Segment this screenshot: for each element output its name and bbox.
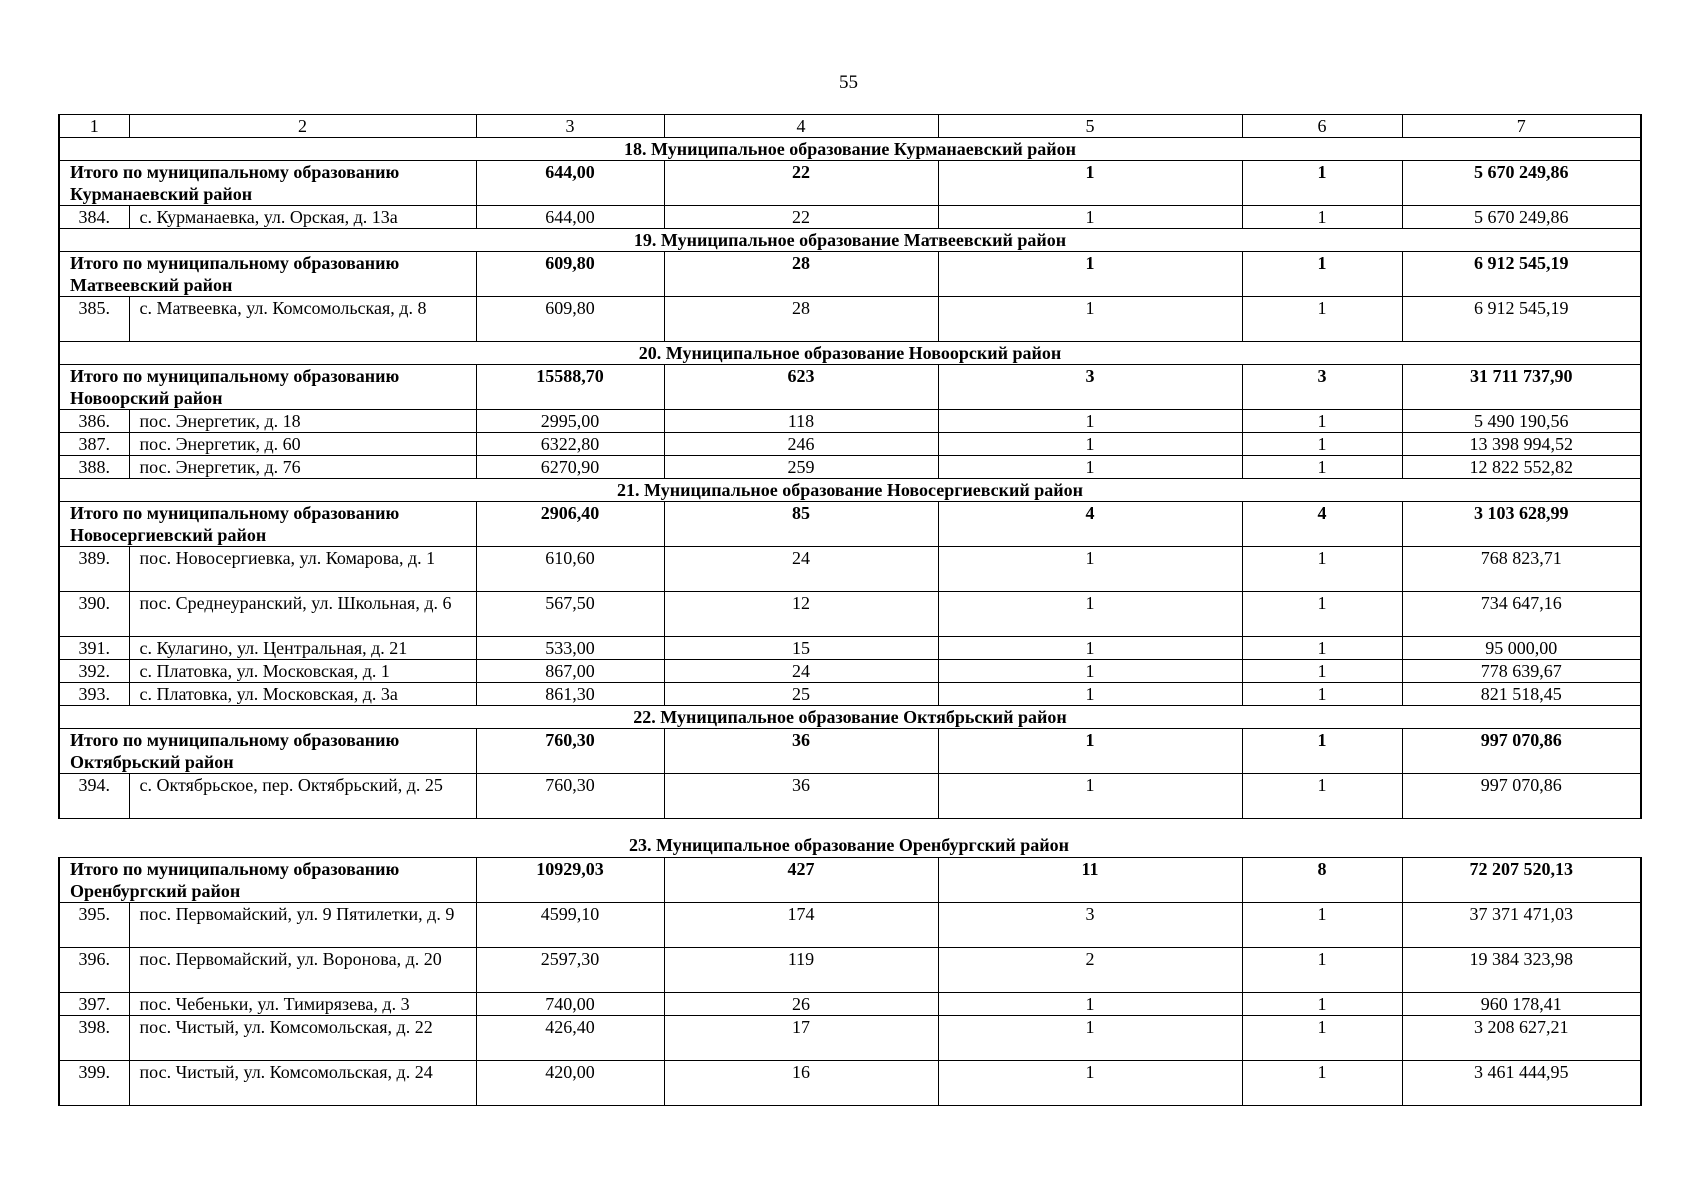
row-number: 391. — [59, 637, 129, 660]
row-c7: 5 670 249,86 — [1402, 206, 1641, 229]
row-c3: 4599,10 — [476, 903, 664, 948]
row-c4: 119 — [664, 948, 938, 993]
table-row — [59, 683, 1641, 706]
row-c5: 1 — [938, 433, 1242, 456]
row-c4: 24 — [664, 660, 938, 683]
row-address: пос. Чистый, ул. Комсомольская, д. 24 — [129, 1061, 476, 1106]
table-row — [59, 206, 1641, 229]
row-c7: 19 384 323,98 — [1402, 948, 1641, 993]
row-c3: 6322,80 — [476, 433, 664, 456]
row-c3: 609,80 — [476, 297, 664, 342]
row-c3: 610,60 — [476, 547, 664, 592]
row-c5: 3 — [938, 903, 1242, 948]
row-c6: 1 — [1242, 683, 1402, 706]
row-c7: 5 490 190,56 — [1402, 410, 1641, 433]
row-c5: 1 — [938, 660, 1242, 683]
total-c5: 3 — [938, 365, 1242, 410]
row-c5: 1 — [938, 297, 1242, 342]
column-header: 2 — [129, 115, 476, 138]
row-c5: 1 — [938, 547, 1242, 592]
table-row — [59, 637, 1641, 660]
table-row — [59, 993, 1641, 1016]
total-c3: 760,30 — [476, 729, 664, 774]
table-row — [59, 660, 1641, 683]
row-c5: 2 — [938, 948, 1242, 993]
total-label: Итого по муниципальному образованию Октябрьский район — [59, 729, 476, 774]
section-heading-row — [59, 479, 1641, 502]
column-header-row — [59, 115, 1641, 138]
row-address: пос. Первомайский, ул. Воронова, д. 20 — [129, 948, 476, 993]
table-row — [59, 297, 1641, 342]
section-heading-row — [59, 706, 1641, 729]
table-row — [59, 547, 1641, 592]
row-c4: 259 — [664, 456, 938, 479]
row-address: пос. Чистый, ул. Комсомольская, д. 22 — [129, 1016, 476, 1061]
row-number: 384. — [59, 206, 129, 229]
total-label: Итого по муниципальному образованию Новосергиевский район — [59, 502, 476, 547]
total-c4: 28 — [664, 252, 938, 297]
row-c4: 36 — [664, 774, 938, 819]
total-c3: 2906,40 — [476, 502, 664, 547]
total-c7: 5 670 249,86 — [1402, 161, 1641, 206]
column-header: 1 — [59, 115, 129, 138]
total-row — [59, 858, 1641, 903]
row-number: 398. — [59, 1016, 129, 1061]
total-c6: 3 — [1242, 365, 1402, 410]
column-header: 5 — [938, 115, 1242, 138]
row-number: 399. — [59, 1061, 129, 1106]
row-c7: 734 647,16 — [1402, 592, 1641, 637]
row-c4: 25 — [664, 683, 938, 706]
row-c5: 1 — [938, 1061, 1242, 1106]
row-address: пос. Энергетик, д. 18 — [129, 410, 476, 433]
row-c5: 1 — [938, 637, 1242, 660]
row-address: пос. Среднеуранский, ул. Школьная, д. 6 — [129, 592, 476, 637]
row-address: пос. Энергетик, д. 76 — [129, 456, 476, 479]
total-c4: 22 — [664, 161, 938, 206]
row-number: 396. — [59, 948, 129, 993]
section-heading: 23. Муниципальное образование Оренбургский район — [628, 835, 1070, 855]
row-number: 388. — [59, 456, 129, 479]
row-c7: 778 639,67 — [1402, 660, 1641, 683]
row-number: 397. — [59, 993, 129, 1016]
row-c4: 24 — [664, 547, 938, 592]
row-c4: 246 — [664, 433, 938, 456]
table-row — [59, 410, 1641, 433]
row-c6: 1 — [1242, 297, 1402, 342]
row-c4: 17 — [664, 1016, 938, 1061]
row-c5: 1 — [938, 206, 1242, 229]
total-row — [59, 252, 1641, 297]
row-c6: 1 — [1242, 433, 1402, 456]
row-c6: 1 — [1242, 547, 1402, 592]
section-heading: 21. Муниципальное образование Новосергиевский район — [59, 479, 1641, 502]
table-row — [59, 1016, 1641, 1061]
total-c6: 1 — [1242, 252, 1402, 297]
column-header: 7 — [1402, 115, 1641, 138]
total-row — [59, 502, 1641, 547]
row-number: 394. — [59, 774, 129, 819]
row-c7: 3 208 627,21 — [1402, 1016, 1641, 1061]
row-c6: 1 — [1242, 637, 1402, 660]
row-c4: 16 — [664, 1061, 938, 1106]
row-c4: 26 — [664, 993, 938, 1016]
total-c6: 4 — [1242, 502, 1402, 547]
row-c7: 997 070,86 — [1402, 774, 1641, 819]
total-c3: 10929,03 — [476, 858, 664, 903]
row-number: 389. — [59, 547, 129, 592]
row-c4: 22 — [664, 206, 938, 229]
row-c6: 1 — [1242, 456, 1402, 479]
total-c5: 1 — [938, 729, 1242, 774]
total-row — [59, 365, 1641, 410]
row-number: 387. — [59, 433, 129, 456]
section-heading: 18. Муниципальное образование Курманаевский район — [59, 138, 1641, 161]
total-c7: 31 711 737,90 — [1402, 365, 1641, 410]
row-c7: 13 398 994,52 — [1402, 433, 1641, 456]
row-c7: 821 518,45 — [1402, 683, 1641, 706]
total-label: Итого по муниципальному образованию Новоорский район — [59, 365, 476, 410]
total-c3: 609,80 — [476, 252, 664, 297]
total-c7: 72 207 520,13 — [1402, 858, 1641, 903]
row-c6: 1 — [1242, 948, 1402, 993]
column-header: 3 — [476, 115, 664, 138]
row-c7: 37 371 471,03 — [1402, 903, 1641, 948]
row-c6: 1 — [1242, 410, 1402, 433]
row-c3: 740,00 — [476, 993, 664, 1016]
total-c5: 1 — [938, 161, 1242, 206]
row-c4: 15 — [664, 637, 938, 660]
row-c4: 174 — [664, 903, 938, 948]
total-c6: 8 — [1242, 858, 1402, 903]
table-row — [59, 774, 1641, 819]
row-c7: 6 912 545,19 — [1402, 297, 1641, 342]
row-c6: 1 — [1242, 903, 1402, 948]
total-c3: 644,00 — [476, 161, 664, 206]
data-table — [58, 114, 1642, 819]
row-c5: 1 — [938, 456, 1242, 479]
total-c7: 3 103 628,99 — [1402, 502, 1641, 547]
row-c3: 426,40 — [476, 1016, 664, 1061]
section-heading-row — [59, 138, 1641, 161]
row-c4: 12 — [664, 592, 938, 637]
total-c6: 1 — [1242, 729, 1402, 774]
row-c6: 1 — [1242, 774, 1402, 819]
row-number: 392. — [59, 660, 129, 683]
row-c7: 768 823,71 — [1402, 547, 1641, 592]
row-c4: 118 — [664, 410, 938, 433]
total-row — [59, 729, 1641, 774]
row-c7: 3 461 444,95 — [1402, 1061, 1641, 1106]
section-heading-row — [59, 229, 1641, 252]
column-header: 4 — [664, 115, 938, 138]
total-c4: 427 — [664, 858, 938, 903]
table-row — [59, 948, 1641, 993]
total-c4: 623 — [664, 365, 938, 410]
row-number: 386. — [59, 410, 129, 433]
total-c7: 997 070,86 — [1402, 729, 1641, 774]
row-c3: 567,50 — [476, 592, 664, 637]
row-number: 390. — [59, 592, 129, 637]
row-c4: 28 — [664, 297, 938, 342]
column-header: 6 — [1242, 115, 1402, 138]
row-c7: 960 178,41 — [1402, 993, 1641, 1016]
total-c7: 6 912 545,19 — [1402, 252, 1641, 297]
section-heading: 22. Муниципальное образование Октябрьский район — [59, 706, 1641, 729]
total-c3: 15588,70 — [476, 365, 664, 410]
row-c3: 867,00 — [476, 660, 664, 683]
row-c5: 1 — [938, 774, 1242, 819]
row-address: с. Матвеевка, ул. Комсомольская, д. 8 — [129, 297, 476, 342]
row-c3: 760,30 — [476, 774, 664, 819]
row-number: 393. — [59, 683, 129, 706]
row-address: с. Кулагино, ул. Центральная, д. 21 — [129, 637, 476, 660]
page-number: 55 — [839, 72, 858, 93]
row-address: с. Платовка, ул. Московская, д. 3а — [129, 683, 476, 706]
row-c3: 6270,90 — [476, 456, 664, 479]
row-address: с. Октябрьское, пер. Октябрьский, д. 25 — [129, 774, 476, 819]
total-label: Итого по муниципальному образованию Матвеевский район — [59, 252, 476, 297]
total-row — [59, 161, 1641, 206]
row-c5: 1 — [938, 410, 1242, 433]
row-c6: 1 — [1242, 993, 1402, 1016]
section-heading-row — [59, 342, 1641, 365]
row-c3: 420,00 — [476, 1061, 664, 1106]
row-c5: 1 — [938, 1016, 1242, 1061]
total-c5: 4 — [938, 502, 1242, 547]
row-c6: 1 — [1242, 592, 1402, 637]
row-c6: 1 — [1242, 660, 1402, 683]
total-c4: 36 — [664, 729, 938, 774]
row-c5: 1 — [938, 592, 1242, 637]
row-c5: 1 — [938, 683, 1242, 706]
row-c3: 644,00 — [476, 206, 664, 229]
row-c3: 533,00 — [476, 637, 664, 660]
row-number: 385. — [59, 297, 129, 342]
table-row — [59, 456, 1641, 479]
row-address: пос. Новосергиевка, ул. Комарова, д. 1 — [129, 547, 476, 592]
row-c6: 1 — [1242, 1016, 1402, 1061]
row-c7: 95 000,00 — [1402, 637, 1641, 660]
data-table-continued — [58, 857, 1642, 1106]
section-heading: 19. Муниципальное образование Матвеевский район — [59, 229, 1641, 252]
row-number: 395. — [59, 903, 129, 948]
total-c4: 85 — [664, 502, 938, 547]
row-c3: 2995,00 — [476, 410, 664, 433]
row-c5: 1 — [938, 993, 1242, 1016]
total-c5: 11 — [938, 858, 1242, 903]
row-address: с. Курманаевка, ул. Орская, д. 13а — [129, 206, 476, 229]
row-c6: 1 — [1242, 206, 1402, 229]
table-row — [59, 903, 1641, 948]
total-c5: 1 — [938, 252, 1242, 297]
section-heading: 20. Муниципальное образование Новоорский район — [59, 342, 1641, 365]
row-address: с. Платовка, ул. Московская, д. 1 — [129, 660, 476, 683]
row-address: пос. Чебеньки, ул. Тимирязева, д. 3 — [129, 993, 476, 1016]
row-address: пос. Энергетик, д. 60 — [129, 433, 476, 456]
row-address: пос. Первомайский, ул. 9 Пятилетки, д. 9 — [129, 903, 476, 948]
table-row — [59, 1061, 1641, 1106]
total-label: Итого по муниципальному образованию Оренбургский район — [59, 858, 476, 903]
row-c6: 1 — [1242, 1061, 1402, 1106]
row-c3: 861,30 — [476, 683, 664, 706]
row-c3: 2597,30 — [476, 948, 664, 993]
table-row — [59, 592, 1641, 637]
total-c6: 1 — [1242, 161, 1402, 206]
table-row — [59, 433, 1641, 456]
total-label: Итого по муниципальному образованию Курманаевский район — [59, 161, 476, 206]
row-c7: 12 822 552,82 — [1402, 456, 1641, 479]
